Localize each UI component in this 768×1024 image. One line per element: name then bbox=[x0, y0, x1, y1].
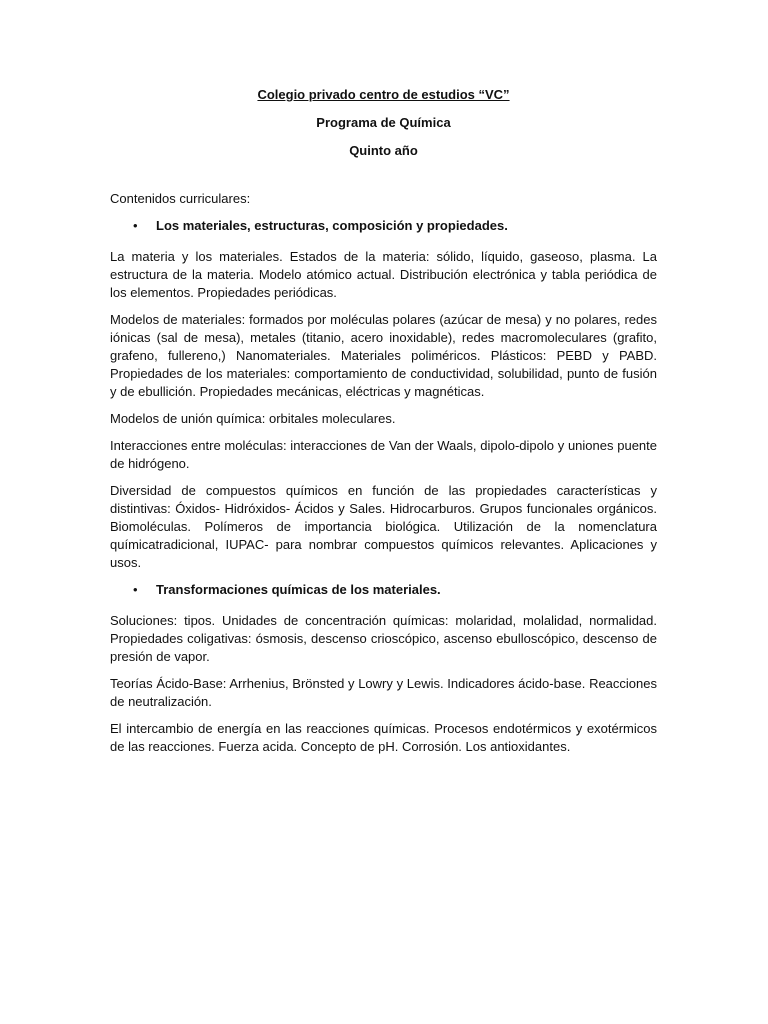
paragraph: El intercambio de energía en las reacciones químicas. Procesos endotérmicos y exotérmicos de las reacciones. Fuerza acida. Concepto de pH. Corrosión. Los antioxidantes. bbox=[110, 721, 657, 754]
intro-label: Contenidos curriculares: bbox=[110, 191, 251, 206]
document-body bbox=[110, 86, 657, 765]
paragraph: Interacciones entre moléculas: interacciones de Van der Waals, dipolo-dipolo y uniones puente de hidrógeno. bbox=[110, 438, 657, 471]
paragraph: Modelos de materiales: formados por moléculas polares (azúcar de mesa) y no polares, redes iónicas (sal de mesa), metales (titanio, acero inoxidable), redes macromoleculares (grafito, grafeno, fullereno,) Nanomateriales. Materiales poliméricos. Plásticos: PEBD y PABD. Propiedades de los materiales: comportamiento de conductividad, solubilidad, punto de fusión y de ebullición. Propiedades mecánicas, eléctricas y magnéticas. bbox=[110, 312, 657, 399]
section-1-heading bbox=[110, 217, 657, 235]
paragraph: Teorías Ácido-Base: Arrhenius, Brönsted y Lowry y Lewis. Indicadores ácido-base. Reacciones de neutralización. bbox=[110, 676, 657, 709]
paragraph: La materia y los materiales. Estados de la materia: sólido, líquido, gaseoso, plasma. La estructura de la materia. Modelo atómico actual. Distribución electrónica y tabla periódica de los elementos. Propiedades periódicas. bbox=[110, 249, 657, 300]
program-title: Programa de Química bbox=[316, 115, 451, 130]
section-2-heading bbox=[110, 581, 657, 599]
paragraph: Modelos de unión química: orbitales moleculares. bbox=[110, 411, 396, 426]
school-name: Colegio privado centro de estudios “VC” bbox=[257, 87, 510, 102]
paragraph: Soluciones: tipos. Unidades de concentración químicas: molaridad, molalidad, normalidad. Propiedades coligativas: ósmosis, descenso crioscópico, ascenso ebulloscópico, descenso de presión de vapor. bbox=[110, 613, 657, 664]
bullet-icon: • bbox=[133, 218, 138, 233]
paragraph: Diversidad de compuestos químicos en función de las propiedades características y distintivas: Óxidos- Hidróxidos- Ácidos y Sales. Hidrocarburos. Grupos funcionales orgánicos. Biomoléculas. Polímeros de importancia biológica. Utilización de la nomenclatura químicatradicional, IUPAC- para nombrar compuestos químicos relevantes. Aplicaciones y usos. bbox=[110, 483, 657, 570]
section-1-title: Los materiales, estructuras, composición y propiedades. bbox=[156, 218, 508, 233]
bullet-icon: • bbox=[133, 582, 138, 597]
year-title: Quinto año bbox=[349, 143, 418, 158]
section-2-title: Transformaciones químicas de los materiales. bbox=[156, 582, 441, 597]
